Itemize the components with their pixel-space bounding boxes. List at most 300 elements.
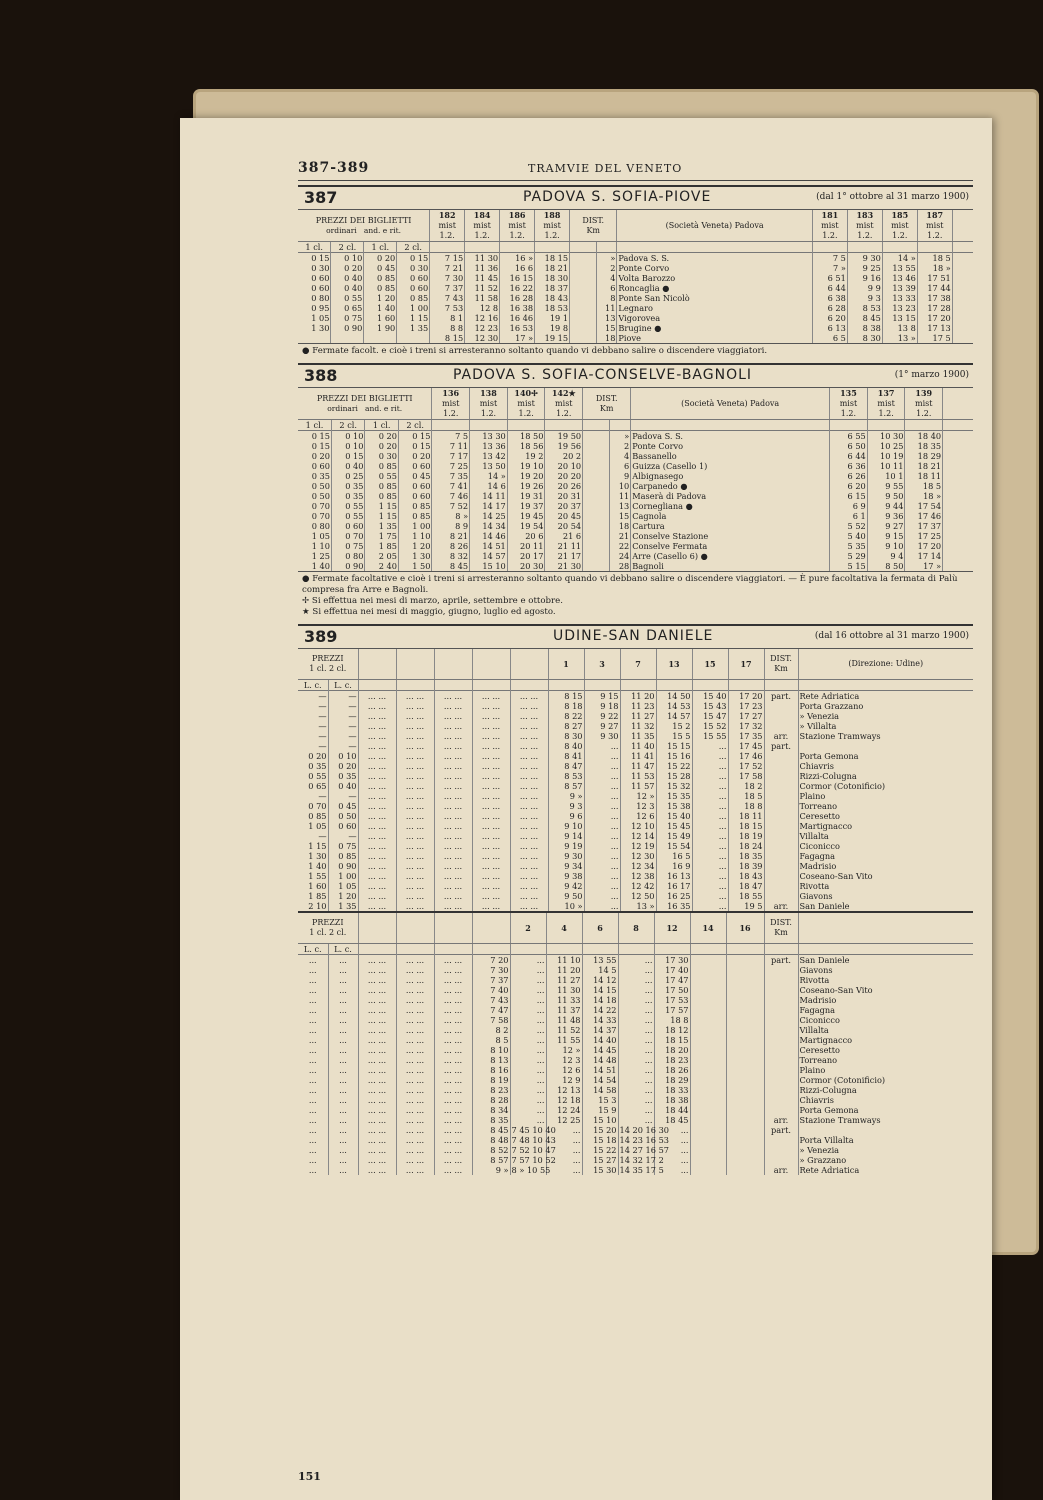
table-row (298, 1025, 973, 1035)
mark-cell (764, 801, 798, 811)
time-cell: 18 8 (728, 801, 764, 811)
time-cell: 6 15 (830, 491, 868, 501)
time-cell: 18 23 (654, 1055, 690, 1065)
empty-cell: ... ... (434, 811, 472, 821)
price-cell: 0 85 (308, 811, 327, 821)
time-cell: 9 25 (847, 263, 882, 273)
time-cell: 12 23 (465, 323, 500, 333)
empty-cell: ... ... (396, 1095, 434, 1105)
time-cell: 13 42 (470, 451, 508, 461)
empty-cell: ... (308, 975, 317, 985)
price-cell: 0 80 (331, 551, 364, 561)
empty-cell: ... ... (472, 731, 510, 741)
empty-cell: ... (328, 1095, 358, 1105)
price-cell: 1 60 (364, 313, 397, 323)
empty-cell: ... ... (434, 1035, 472, 1045)
time-cell: ... (618, 985, 654, 995)
time-cell: 14 » (882, 253, 917, 264)
time-cell: 20 11 (507, 541, 545, 551)
train-col: 137 mist 1.2. (867, 388, 905, 420)
price-cell: 1 05 (308, 821, 327, 831)
time-cell: 12 24 (546, 1105, 582, 1115)
empty-cell: ... ... (434, 831, 472, 841)
empty-cell: ... ... (396, 995, 434, 1005)
station-name: Chiavris (798, 761, 973, 771)
empty-cell: ... ... (396, 1145, 434, 1155)
station-name: Ponte Corvo (631, 441, 830, 451)
time-cell: 6 26 (830, 471, 868, 481)
table-number: 388 (304, 366, 338, 385)
time-cell: 14 35 17 5 (619, 1165, 664, 1175)
empty-cell: ... (328, 1135, 358, 1145)
time-cell: 15 2 (656, 721, 692, 731)
time-cell: 18 44 (654, 1105, 690, 1115)
empty-cell: ... ... (510, 831, 548, 841)
empty-cell: ... ... (396, 1105, 434, 1115)
empty-cell: ... ... (396, 841, 434, 851)
time-cell: 5 15 (830, 561, 868, 571)
empty-cell: ... ... (358, 741, 396, 751)
price-cell: 0 10 (328, 751, 358, 761)
time-cell: ... (510, 1085, 546, 1095)
empty-cell (690, 1065, 726, 1075)
time-cell: 18 » (917, 263, 952, 273)
price-cell: 0 85 (365, 461, 398, 471)
spacer-cell (943, 531, 973, 541)
empty-cell: ... ... (434, 1065, 472, 1075)
price-cell: 0 40 (331, 461, 364, 471)
time-cell: 14 » (470, 471, 508, 481)
time-cell: 8 35 (472, 1115, 510, 1125)
empty-cell: ... (328, 1115, 358, 1125)
spacer-cell (952, 333, 973, 343)
table-row (298, 551, 973, 561)
mark-cell (764, 1065, 798, 1075)
table-row (298, 965, 973, 975)
time-cell: 7 5 (812, 253, 847, 264)
empty-cell: ... ... (434, 1135, 472, 1145)
table-row (298, 851, 973, 861)
empty-cell: ... (308, 1055, 317, 1065)
price-cell: 0 45 (398, 471, 431, 481)
table-title: PADOVA S. SOFIA-CONSELVE-BAGNOLI (453, 367, 753, 383)
empty-cell (690, 1125, 726, 1135)
time-cell: 7 40 (472, 985, 510, 995)
time-cell: 13 15 (882, 313, 917, 323)
price-cell: 0 70 (311, 511, 330, 521)
price-cell: 1 85 (308, 891, 327, 901)
time-cell: 8 57 (548, 781, 584, 791)
empty-cell: ... ... (434, 985, 472, 995)
time-cell: 9 30 (584, 731, 620, 741)
time-cell: 14 23 16 53 (619, 1135, 669, 1145)
price-cell: 0 60 (397, 283, 430, 293)
empty-cell: ... ... (396, 761, 434, 771)
price-cell: 1 00 (398, 521, 431, 531)
dist-header: DIST. Km (570, 210, 617, 242)
time-cell: 11 55 (546, 1035, 582, 1045)
time-cell: 11 57 (620, 781, 656, 791)
km-cell: 6 (610, 461, 631, 471)
station-name: Rete Adriatica (798, 691, 973, 702)
empty-cell (690, 1005, 726, 1015)
price-cell: 0 45 (328, 801, 358, 811)
empty-cell: ... ... (434, 1165, 472, 1175)
timetable-388-header (298, 365, 973, 388)
time-cell: 11 41 (620, 751, 656, 761)
empty-cell: ... ... (396, 711, 434, 721)
empty-cell: ... ... (472, 791, 510, 801)
km-cell: 18 (610, 521, 631, 531)
time-cell: 18 15 (728, 821, 764, 831)
time-cell: 7 5 (432, 431, 470, 442)
time-cell: 11 58 (465, 293, 500, 303)
time-cell: 17 27 (728, 711, 764, 721)
station-name: » Venezia (798, 711, 973, 721)
time-cell: ... (546, 1155, 582, 1165)
time-cell: 10 1 (867, 471, 905, 481)
station-name: Madrisio (798, 861, 973, 871)
station-name: Piove (617, 333, 812, 343)
time-cell: ... (584, 781, 620, 791)
empty-cell (690, 1085, 726, 1095)
empty-cell: ... ... (396, 1125, 434, 1135)
empty-cell: ... ... (472, 761, 510, 771)
timetable-387-header (298, 187, 973, 210)
time-cell: 17 35 (728, 731, 764, 741)
station-name: Padova S. S. (617, 253, 812, 264)
empty-cell: ... ... (434, 1055, 472, 1065)
spacer-cell (943, 521, 973, 531)
time-cell: 10 11 (867, 461, 905, 471)
spacer-cell (726, 955, 764, 966)
time-cell: 9 3 (548, 801, 584, 811)
price-cell: — (318, 791, 327, 801)
time-cell: 11 30 (546, 985, 582, 995)
time-cell: ... (510, 1025, 546, 1035)
time-cell: 8 15 (430, 333, 465, 343)
time-cell: 18 47 (728, 881, 764, 891)
time-cell: 15 40 (692, 691, 728, 702)
empty-cell: ... ... (510, 771, 548, 781)
km-cell: 2 (610, 441, 631, 451)
time-cell: ... (692, 751, 728, 761)
station-name: Cormor (Cotonificio) (798, 1075, 973, 1085)
price-cell: 0 80 (311, 521, 330, 531)
price-cell: 0 90 (328, 861, 358, 871)
mark-cell (764, 1095, 798, 1105)
price-cell: 0 15 (331, 451, 364, 461)
time-cell: ... (584, 841, 620, 851)
empty-cell: ... ... (510, 751, 548, 761)
mark-cell (764, 1105, 798, 1115)
time-cell: ... (618, 995, 654, 1005)
time-cell: 6 9 (830, 501, 868, 511)
time-cell: 14 46 (470, 531, 508, 541)
time-cell: 9 27 (867, 521, 905, 531)
empty-cell: ... (328, 975, 358, 985)
table-row (298, 975, 973, 985)
price-cell: 0 55 (331, 511, 364, 521)
table-row (298, 1055, 973, 1065)
time-cell: 11 20 (546, 965, 582, 975)
arrow-cell (583, 561, 610, 571)
mark-cell (764, 831, 798, 841)
empty-cell: ... (308, 1015, 317, 1025)
time-cell: 17 45 (728, 741, 764, 751)
dist-header: DIST. Km (764, 912, 798, 944)
price-cell: 0 80 (311, 293, 330, 303)
station-name: Maserà di Padova (631, 491, 830, 501)
station-name: Chiavris (798, 1095, 973, 1105)
mark-cell (764, 711, 798, 721)
time-cell: ... (584, 801, 620, 811)
empty-cell: ... ... (396, 1005, 434, 1015)
empty-cell: ... ... (510, 791, 548, 801)
time-cell: 18 37 (535, 283, 570, 293)
time-cell: 9 30 (548, 851, 584, 861)
time-cell: ... (584, 861, 620, 871)
price-cell: 0 25 (331, 471, 364, 481)
spacer-cell (726, 1025, 764, 1035)
time-cell: 9 38 (548, 871, 584, 881)
empty-cell: ... (308, 1005, 317, 1015)
spacer-cell (726, 985, 764, 995)
time-cell: 8 48 (472, 1135, 510, 1145)
time-cell: 14 20 16 30 (619, 1125, 669, 1135)
spacer-cell (943, 541, 973, 551)
time-cell: 5 35 (830, 541, 868, 551)
time-cell: 6 13 (812, 323, 847, 333)
time-cell: 17 54 (905, 501, 943, 511)
price-cell: 1 10 (398, 531, 431, 541)
time-cell: 16 5 (656, 851, 692, 861)
empty-cell (690, 995, 726, 1005)
spacer-cell (726, 1005, 764, 1015)
price-cell: 0 75 (328, 841, 358, 851)
time-cell: 6 44 (830, 451, 868, 461)
time-cell: 6 28 (812, 303, 847, 313)
time-cell: 14 5 (582, 965, 618, 975)
station-name: Martignacco (798, 821, 973, 831)
time-cell: 17 52 (728, 761, 764, 771)
price-cell: 0 20 (365, 441, 398, 451)
price-cell: 1 00 (397, 303, 430, 313)
time-cell: 8 21 (432, 531, 470, 541)
empty-cell: ... ... (396, 1085, 434, 1095)
time-cell: 18 30 (535, 273, 570, 283)
price-cell: 1 15 (365, 501, 398, 511)
time-cell: ... (510, 1065, 546, 1075)
km-cell: 4 (596, 273, 617, 283)
time-cell: 8 45 (847, 313, 882, 323)
time-cell: ... (584, 791, 620, 801)
time-cell: 16 22 (500, 283, 535, 293)
empty-cell: ... ... (472, 881, 510, 891)
price-cell: 0 20 (365, 431, 398, 442)
time-cell: 9 15 (867, 531, 905, 541)
empty-cell: ... ... (358, 975, 396, 985)
time-cell: 8 34 (472, 1105, 510, 1115)
time-cell: 15 15 (656, 741, 692, 751)
price-cell: 2 10 (308, 901, 327, 911)
empty-cell: ... ... (358, 1035, 396, 1045)
time-cell: 14 6 (470, 481, 508, 491)
time-cell: 9 4 (867, 551, 905, 561)
empty-cell: ... ... (358, 1025, 396, 1035)
time-cell: 18 20 (654, 1045, 690, 1055)
empty-cell (690, 1055, 726, 1065)
time-cell: 12 30 (620, 851, 656, 861)
empty-cell: ... ... (396, 955, 434, 966)
station-name: Conselve Fermata (631, 541, 830, 551)
time-cell: 20 37 (545, 501, 583, 511)
station-name: Vigorovea (617, 313, 812, 323)
empty-cell: ... ... (510, 691, 548, 702)
time-cell: 17 » (905, 561, 943, 571)
price-cell: 0 20 (311, 451, 330, 461)
time-cell: 8 » 10 55 (511, 1165, 551, 1175)
time-cell: 6 36 (830, 461, 868, 471)
time-cell: 8 9 (432, 521, 470, 531)
time-cell: 16 28 (500, 293, 535, 303)
time-cell: 10 25 (867, 441, 905, 451)
time-cell: ... (692, 881, 728, 891)
empty-cell: ... ... (396, 1025, 434, 1035)
station-name: Rizzi-Colugna (798, 1085, 973, 1095)
time-cell: 18 19 (728, 831, 764, 841)
empty-cell: ... ... (510, 741, 548, 751)
price-cell: 0 60 (398, 461, 431, 471)
time-cell: 14 17 (470, 501, 508, 511)
price-cell: 1 20 (398, 541, 431, 551)
price-cell: 0 10 (331, 441, 364, 451)
station-name: Bassanello (631, 451, 830, 461)
empty-cell: ... ... (510, 811, 548, 821)
train-number: 12 (654, 912, 690, 944)
km-cell: 13 (610, 501, 631, 511)
time-cell: 20 45 (545, 511, 583, 521)
station-name: Rivotta (798, 881, 973, 891)
station-name: Coseano-San Vito (798, 871, 973, 881)
mark-cell (764, 1085, 798, 1095)
station-name: Torreano (798, 801, 973, 811)
time-cell: 18 39 (728, 861, 764, 871)
spacer-cell (726, 1165, 764, 1175)
time-cell: 6 51 (812, 273, 847, 283)
table-row (298, 1075, 973, 1085)
table-row (298, 263, 973, 273)
price-cell: 0 40 (328, 781, 358, 791)
empty-cell: ... ... (396, 1135, 434, 1145)
km-cell: 15 (610, 511, 631, 521)
empty-cell: ... ... (434, 731, 472, 741)
station-name: Martignacco (798, 1035, 973, 1045)
price-cell: 0 10 (331, 253, 364, 264)
arrow-cell (570, 283, 597, 293)
arrow-cell (570, 303, 597, 313)
time-cell: 19 5 (728, 901, 764, 911)
price-cell: 1 15 (308, 841, 327, 851)
time-cell: 8 5 (472, 1035, 510, 1045)
station-name: Rivotta (798, 975, 973, 985)
table-row (298, 1045, 973, 1055)
price-cell: 0 85 (364, 273, 397, 283)
empty-cell: ... ... (434, 1085, 472, 1095)
timetable-387 (298, 185, 973, 359)
empty-cell: ... ... (396, 791, 434, 801)
km-cell: 4 (610, 451, 631, 461)
time-cell: 7 11 (432, 441, 470, 451)
price-cell: 0 95 (311, 303, 330, 313)
km-cell: 11 (610, 491, 631, 501)
time-cell: 7 25 (432, 461, 470, 471)
time-cell: 13 8 (882, 323, 917, 333)
table-row (298, 451, 973, 461)
station-name: Villalta (798, 831, 973, 841)
running-title: TRAMVIE DEL VENETO (528, 162, 683, 175)
empty-cell: ... ... (510, 821, 548, 831)
train-col: 183 mist 1.2. (847, 210, 882, 242)
price-cell: 0 30 (365, 451, 398, 461)
empty-cell: ... ... (434, 1155, 472, 1165)
train-col: 186 mist 1.2. (500, 210, 535, 242)
empty-cell: ... ... (472, 821, 510, 831)
station-name: » Grazzano (798, 1155, 973, 1165)
empty-cell: ... ... (358, 891, 396, 901)
time-cell: 15 32 (656, 781, 692, 791)
time-cell: 19 31 (507, 491, 545, 501)
time-cell: 9 27 (584, 721, 620, 731)
time-cell: 20 30 (507, 561, 545, 571)
arrow-cell (570, 323, 597, 333)
empty-cell: ... ... (396, 751, 434, 761)
time-cell: 7 45 10 40 (511, 1125, 556, 1135)
train-col: 181 mist 1.2. (812, 210, 847, 242)
table-row (298, 1095, 973, 1105)
spacer-cell (943, 451, 973, 461)
mark-cell: part. (764, 691, 798, 702)
empty-cell (690, 1145, 726, 1155)
mark-cell (764, 1075, 798, 1085)
time-cell: ... (654, 1155, 690, 1165)
train-col: 136 mist 1.2. (432, 388, 470, 420)
time-cell: 19 54 (507, 521, 545, 531)
time-cell: ... (618, 1035, 654, 1045)
km-cell: » (610, 431, 631, 442)
empty-cell: ... (308, 1155, 317, 1165)
time-cell: ... (584, 871, 620, 881)
empty-cell: ... ... (358, 781, 396, 791)
table-title: UDINE-SAN DANIELE (553, 628, 714, 644)
time-cell: 9 50 (867, 491, 905, 501)
station-name: San Daniele (798, 901, 973, 911)
time-cell: 10 30 (867, 431, 905, 442)
time-cell: 8 45 (472, 1125, 510, 1135)
time-cell: 7 52 10 47 (511, 1145, 556, 1155)
time-cell: ... (510, 1005, 546, 1015)
time-cell: 17 46 (728, 751, 764, 761)
time-cell: 18 11 (905, 471, 943, 481)
table-row (298, 1065, 973, 1075)
km-cell: 10 (610, 481, 631, 491)
price-cell: 0 55 (365, 471, 398, 481)
empty-cell: ... ... (396, 741, 434, 751)
time-cell: 15 28 (656, 771, 692, 781)
time-cell: 7 46 (432, 491, 470, 501)
time-cell: 14 57 (656, 711, 692, 721)
empty-cell: ... (328, 1075, 358, 1085)
